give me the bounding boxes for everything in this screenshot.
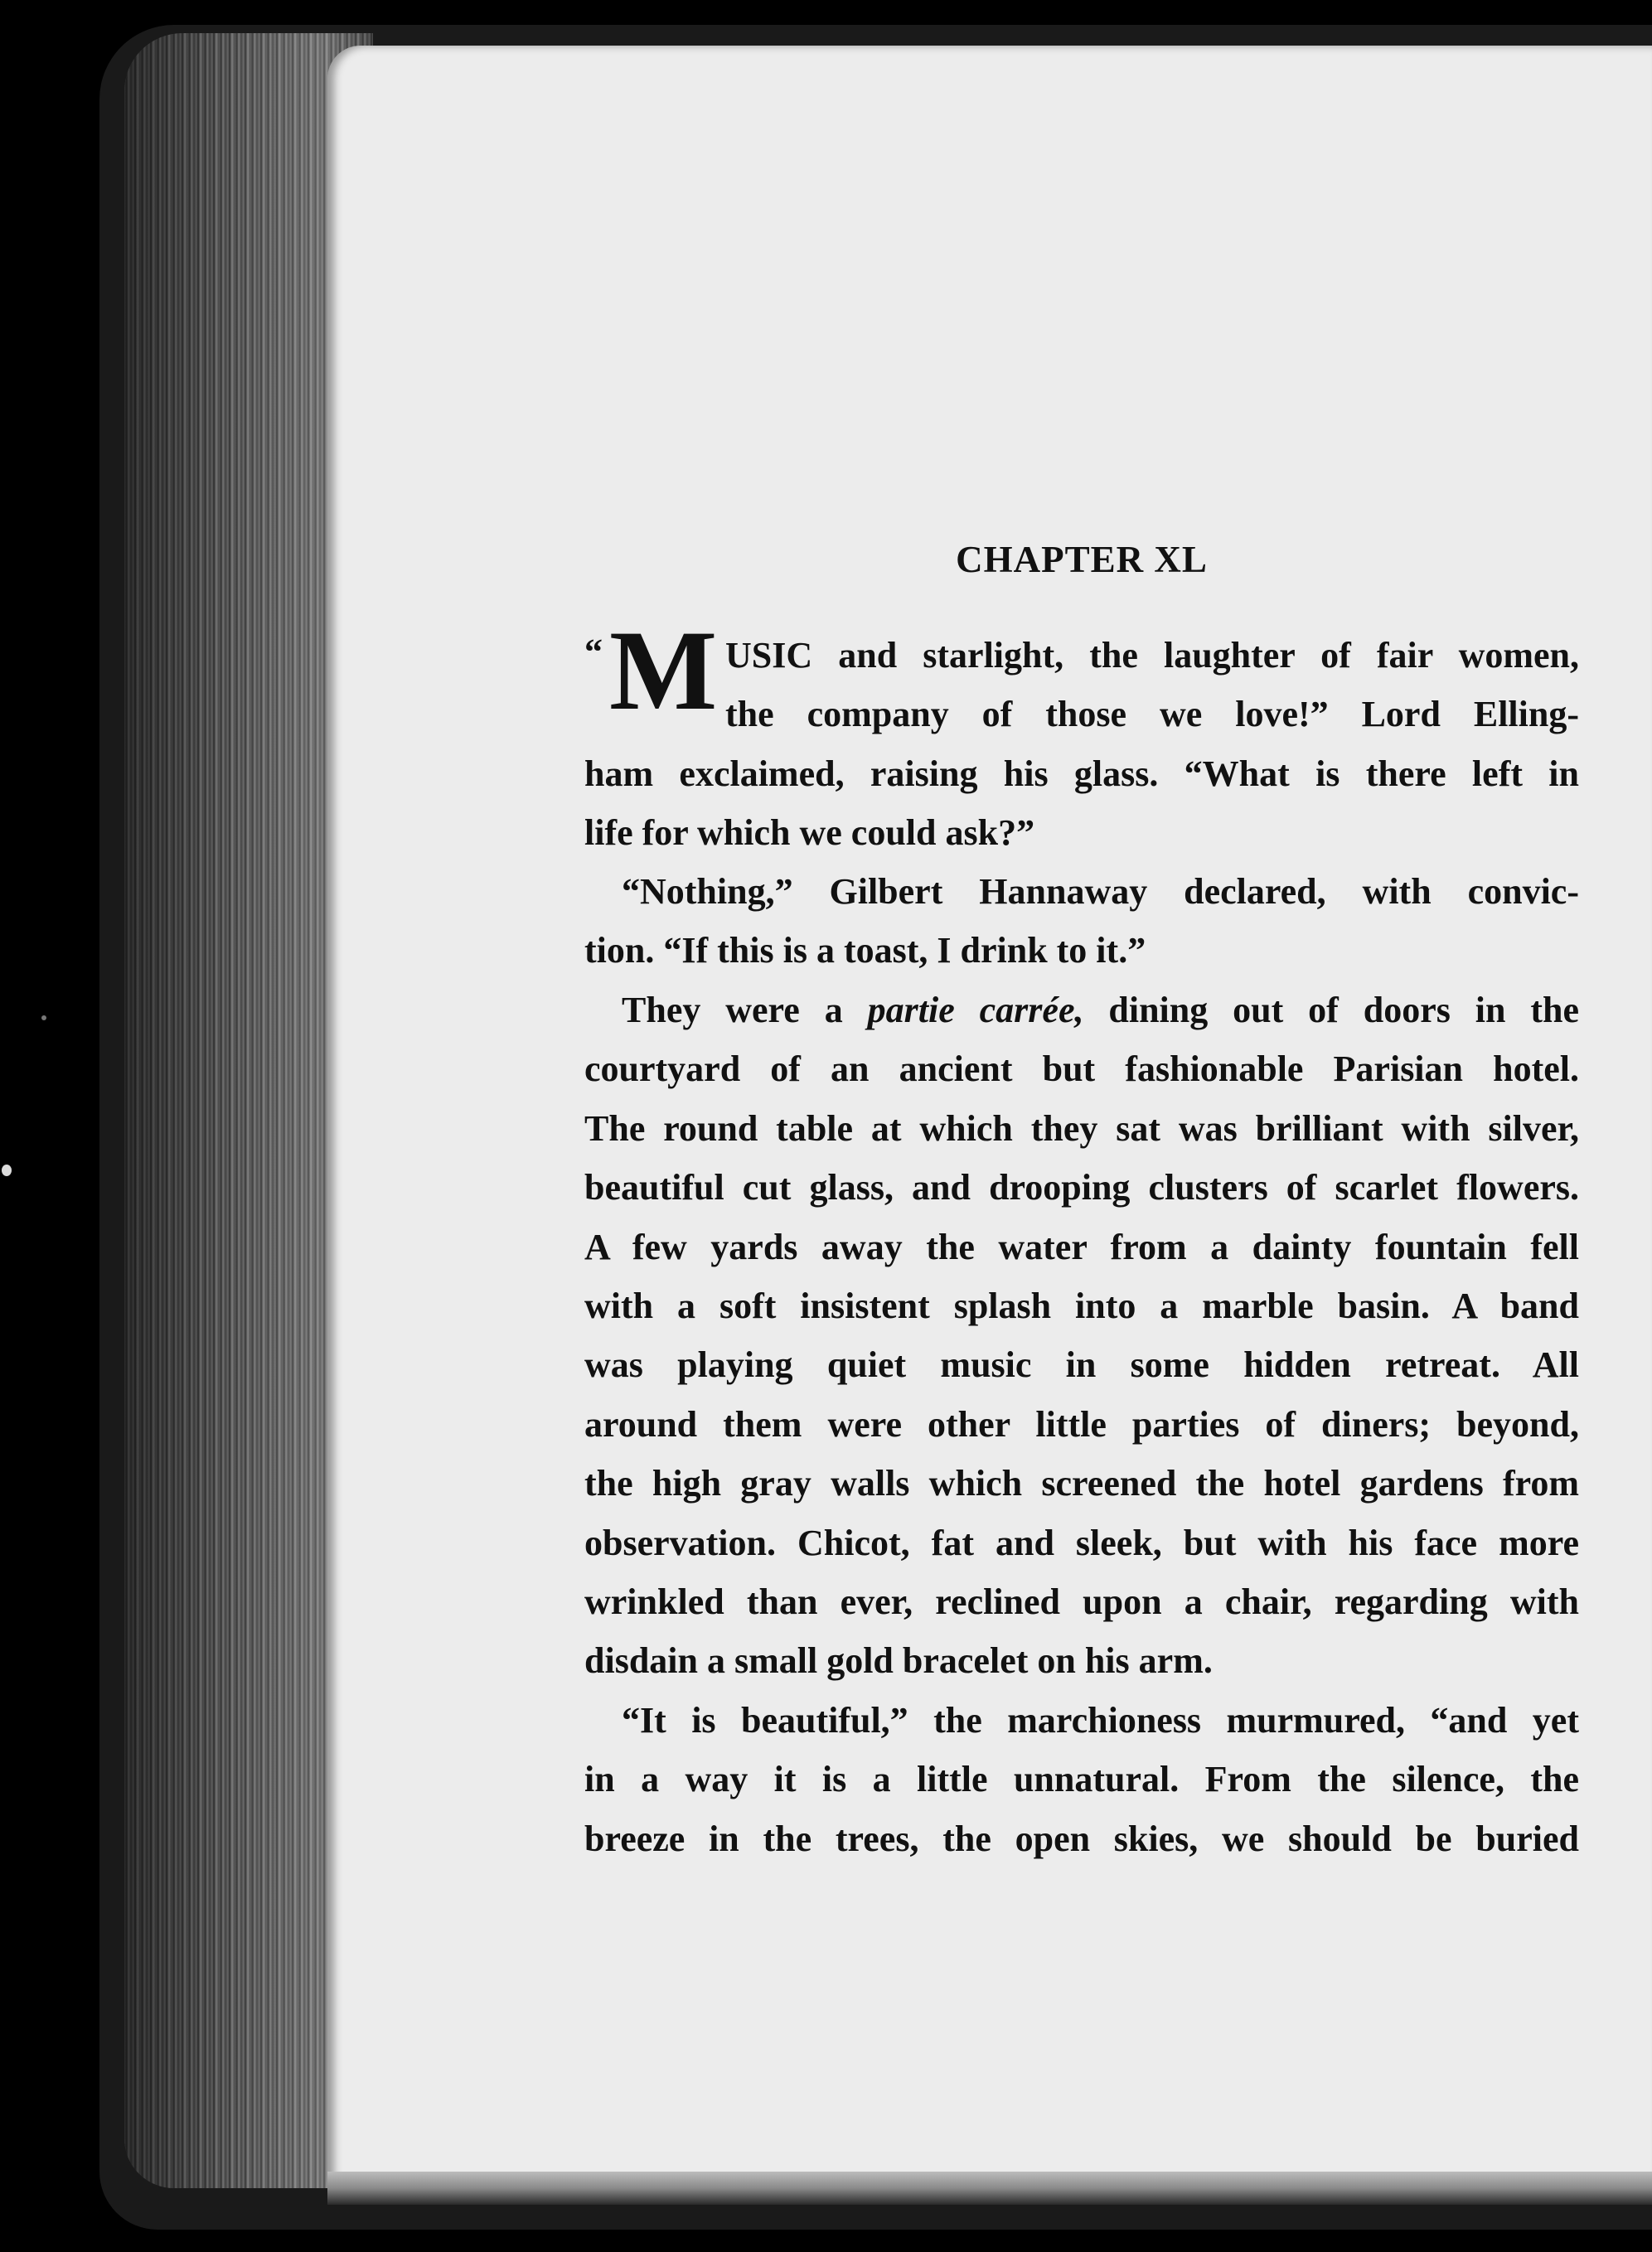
paragraph-line: breeze in the trees, the open skies, we should be buried	[584, 1818, 1579, 1859]
paragraph-line: around them were other little parties of diners; beyond,	[584, 1403, 1579, 1445]
paragraph-line: USIC and starlight, the laughter of fair women,	[725, 635, 1579, 676]
paragraph-line: A few yards away the water from a dainty fountain fell	[584, 1226, 1579, 1267]
line-text: dining out of doors in the	[1083, 990, 1580, 1030]
italic-phrase: partie carrée,	[867, 990, 1084, 1030]
paragraph-line: in a way it is a little unnatural. From the silence, the	[584, 1759, 1579, 1800]
paragraph-line: with a soft insistent splash into a marble basin. A band	[584, 1285, 1579, 1326]
paragraph-line: was playing quiet music in some hidden retreat. All	[584, 1344, 1579, 1386]
paragraph-line: “It is beautiful,” the marchioness murmured, “and yet	[622, 1700, 1579, 1741]
paragraph-line: wrinkled than ever, reclined upon a chair, regarding with	[584, 1581, 1579, 1622]
paragraph-line: the company of those we love!” Lord Elling-	[725, 694, 1579, 735]
opening-quote: “	[584, 632, 603, 672]
drop-cap: M	[609, 607, 718, 734]
paragraph-line: the high gray walls which screened the hotel gardens from	[584, 1463, 1579, 1504]
page-bottom-edge	[327, 2172, 1652, 2205]
paragraph-line: The round table at which they sat was brilliant with silver,	[584, 1107, 1579, 1149]
paragraph-4	[584, 1691, 1579, 1868]
paragraph-line: beautiful cut glass, and drooping clusters of scarlet flowers.	[584, 1167, 1579, 1208]
chapter-title: CHAPTER XL	[956, 539, 1208, 580]
paragraph-line: ham exclaimed, raising his glass. “What is there left in	[584, 753, 1579, 794]
paragraph-line: disdain a small gold bracelet on his arm.	[584, 1640, 1213, 1682]
paragraph-2	[584, 862, 1579, 981]
scan-speck	[41, 1015, 46, 1020]
paragraph-line	[584, 981, 1579, 1039]
paragraph-3	[584, 981, 1579, 1691]
scan-speck	[2, 1165, 12, 1176]
paragraph-line: tion. “If this is a toast, I drink to it.”	[584, 930, 1146, 971]
paragraph-line: observation. Chicot, fat and sleek, but with his face more	[584, 1522, 1579, 1563]
line-text: They were a	[622, 990, 868, 1030]
paragraph-1-lines	[584, 626, 1579, 863]
paragraph-line: “Nothing,” Gilbert Hannaway declared, with convic-	[622, 871, 1579, 912]
paragraph-line: courtyard of an ancient but fashionable Parisian hotel.	[584, 1049, 1579, 1090]
paragraph-line: life for which we could ask?”	[584, 812, 1035, 854]
